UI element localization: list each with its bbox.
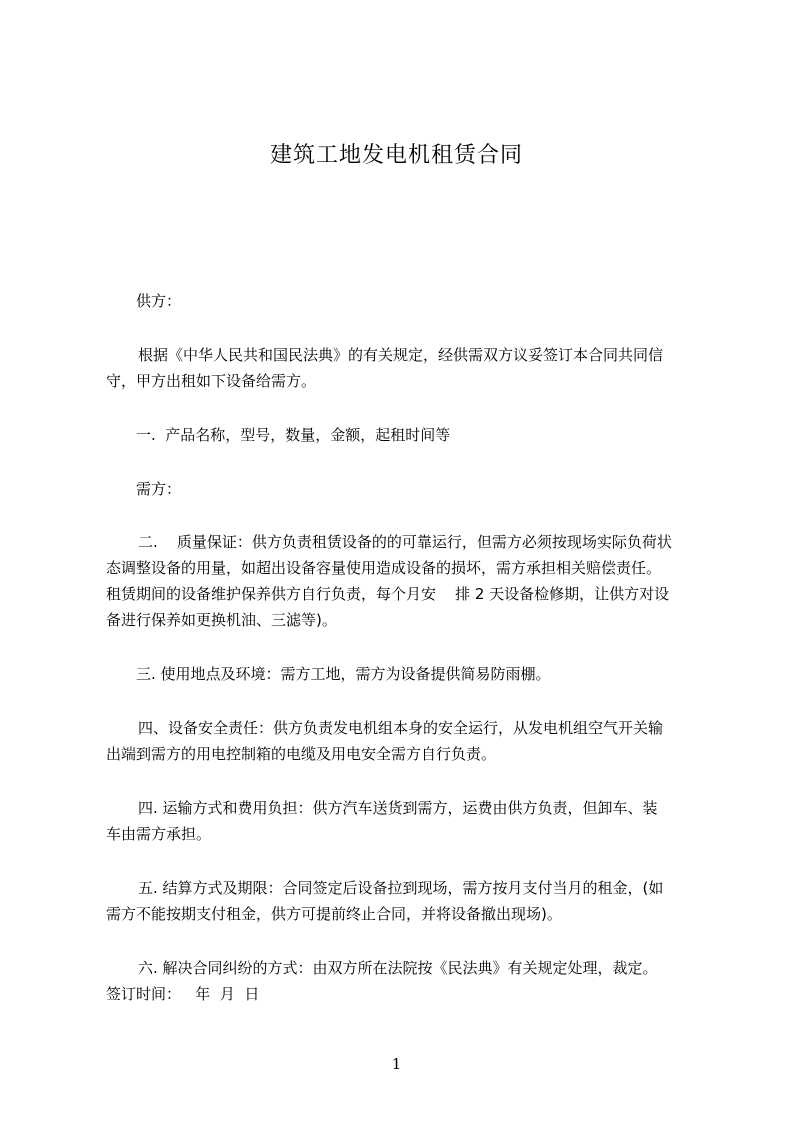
intro-line-2: 守，甲方出租如下设备给需方。 <box>106 372 317 390</box>
clause-2-line-4: 备进行保养如更换机油、三滤等)。 <box>106 611 337 629</box>
document-title: 建筑工地发电机租赁合同 <box>269 143 523 168</box>
clause-7: 六. 解决合同纠纷的方式：由双方所在法院按《民法典》有关规定处理，裁定。 <box>138 959 658 977</box>
clause-4-line-1: 四、设备安全责任：供方负责发电机组本身的安全运行，从发电机组空气开关输 <box>138 719 664 737</box>
clause-4-line-2: 出端到需方的用电控制箱的电缆及用电安全需方自行负责。 <box>106 745 497 763</box>
clause-2-line-3: 租赁期间的设备维护保养供方自行负责，每个月安 排 2 天设备检修期，让供方对设 <box>106 585 670 603</box>
intro-line-1: 根据《中华人民共和国民法典》的有关规定，经供需双方议妥签订本合同共同信 <box>138 346 664 364</box>
signing-date-line: 签订时间： 年 月 日 <box>106 985 260 1003</box>
page-number: 1 <box>391 1055 402 1073</box>
clause-1: 一. 产品名称，型号，数量，金额，起租时间等 <box>136 426 451 444</box>
clause-3: 三. 使用地点及环境：需方工地，需方为设备提供简易防雨棚。 <box>136 665 551 683</box>
clause-5-line-1: 四. 运输方式和费用负担：供方汽车送货到需方，运费由供方负责，但卸车、装 <box>138 799 658 817</box>
clause-2-line-1: 二. 质量保证：供方负责租赁设备的的可靠运行，但需方必须按现场实际负荷状 <box>138 533 672 551</box>
supplier-line: 供方： <box>136 292 182 310</box>
demander-line: 需方： <box>136 480 182 498</box>
clause-6-line-2: 需方不能按期支付租金，供方可提前终止合同，并将设备撤出现场)。 <box>106 905 562 923</box>
clause-6-line-1: 五. 结算方式及期限：合同签定后设备拉到现场，需方按月支付当月的租金，(如 <box>138 879 664 897</box>
clause-5-line-2: 车由需方承担。 <box>106 825 212 843</box>
clause-2-line-2: 态调整设备的用量，如超出设备容量使用造成设备的损坏，需方承担相关赔偿责任。 <box>106 559 662 577</box>
